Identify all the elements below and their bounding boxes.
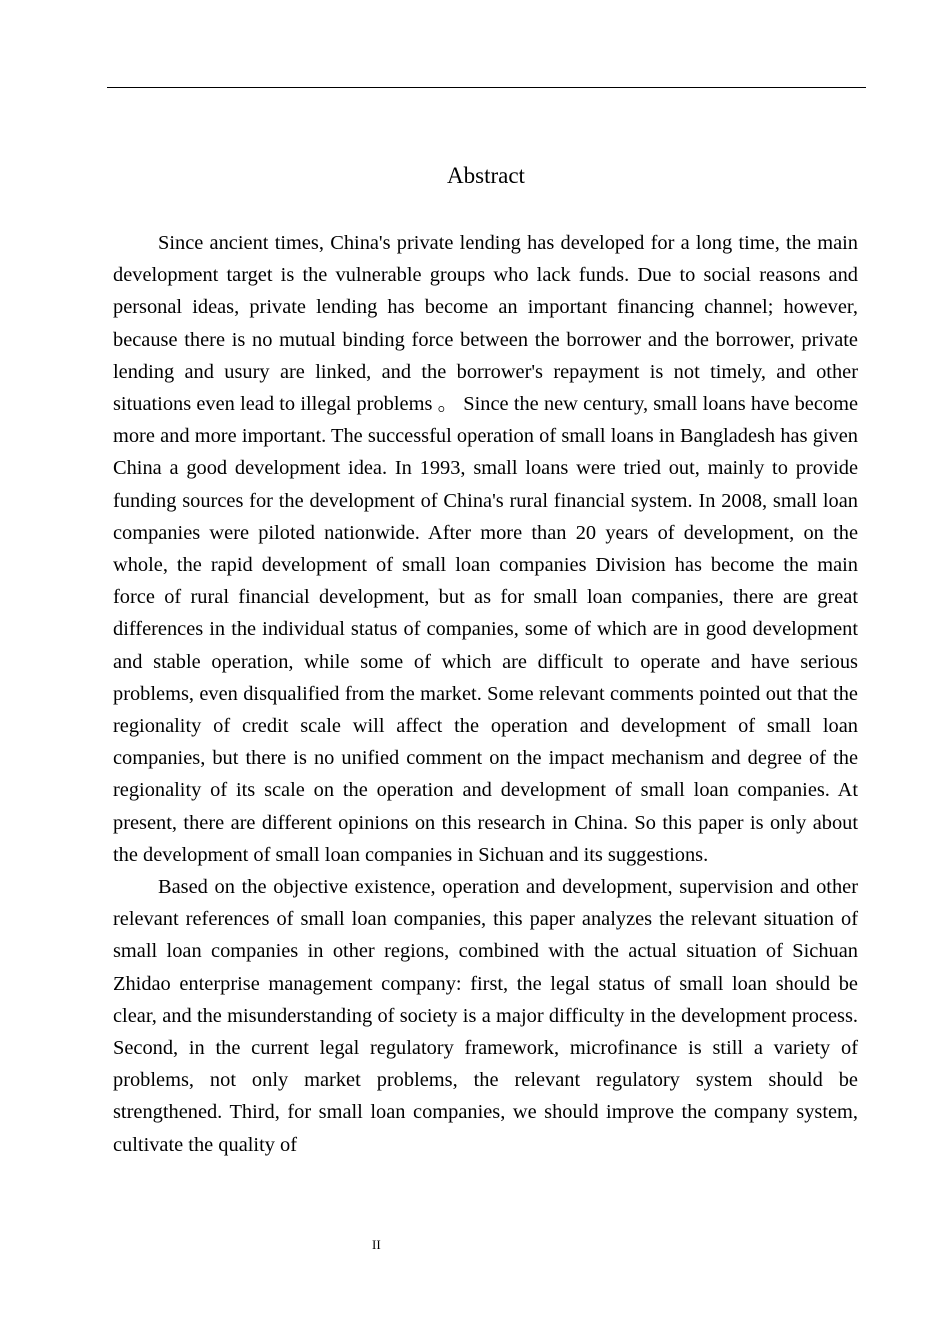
abstract-body (113, 227, 858, 1161)
abstract-title: Abstract (447, 163, 525, 188)
abstract-paragraph-1: Since ancient times, China's private lending has developed for a long time, the main development target is the vulnerable groups who lack funds. Due to social reasons and personal ideas, private lending has become an important financing channel; however, because there is no mutual binding force between the borrower and the borrower, private lending and usury are linked, and the borrower's repayment is not timely, and other situations even lead to illegal problems 。 Since the new century, small loans have become more and more important. The successful operation of small loans in Bangladesh has given China a good development idea. In 1993, small loans were tried out, mainly to provide funding sources for the development of China's rural financial system. In 2008, small loan companies were piloted nationwide. After more than 20 years of development, on the whole, the rapid development of small loan companies Division has become the main force of rural financial development, but as for small loan companies, there are great differences in the individual status of companies, some of which are in good development and stable operation, while some of which are difficult to operate and have serious problems, even disqualified from the market. Some relevant comments pointed out that the regionality of credit scale will affect the operation and development of small loan companies, but there is no unified comment on the impact mechanism and degree of the regionality of its scale on the operation and development of small loan companies. At present, there are different opinions on this research in China. So this paper is only about the development of small loan companies in Sichuan and its suggestions. (113, 232, 858, 866)
abstract-paragraph-2: Based on the objective existence, operation and development, supervision and other relevant references of small loan companies, this paper analyzes the relevant situation of small loan companies in other regions, combined with the actual situation of Sichuan Zhidao enterprise management company: first, the legal status of small loan should be clear, and the misunderstanding of society is a major difficulty in the development process. Second, in the current legal regulatory framework, microfinance is still a variety of problems, not only market problems, the relevant regulatory system should be strengthened. Third, for small loan companies, we should improve the company system, cultivate the quality of (113, 876, 858, 1156)
header-rule (107, 87, 866, 88)
page-number: II (372, 1237, 381, 1252)
